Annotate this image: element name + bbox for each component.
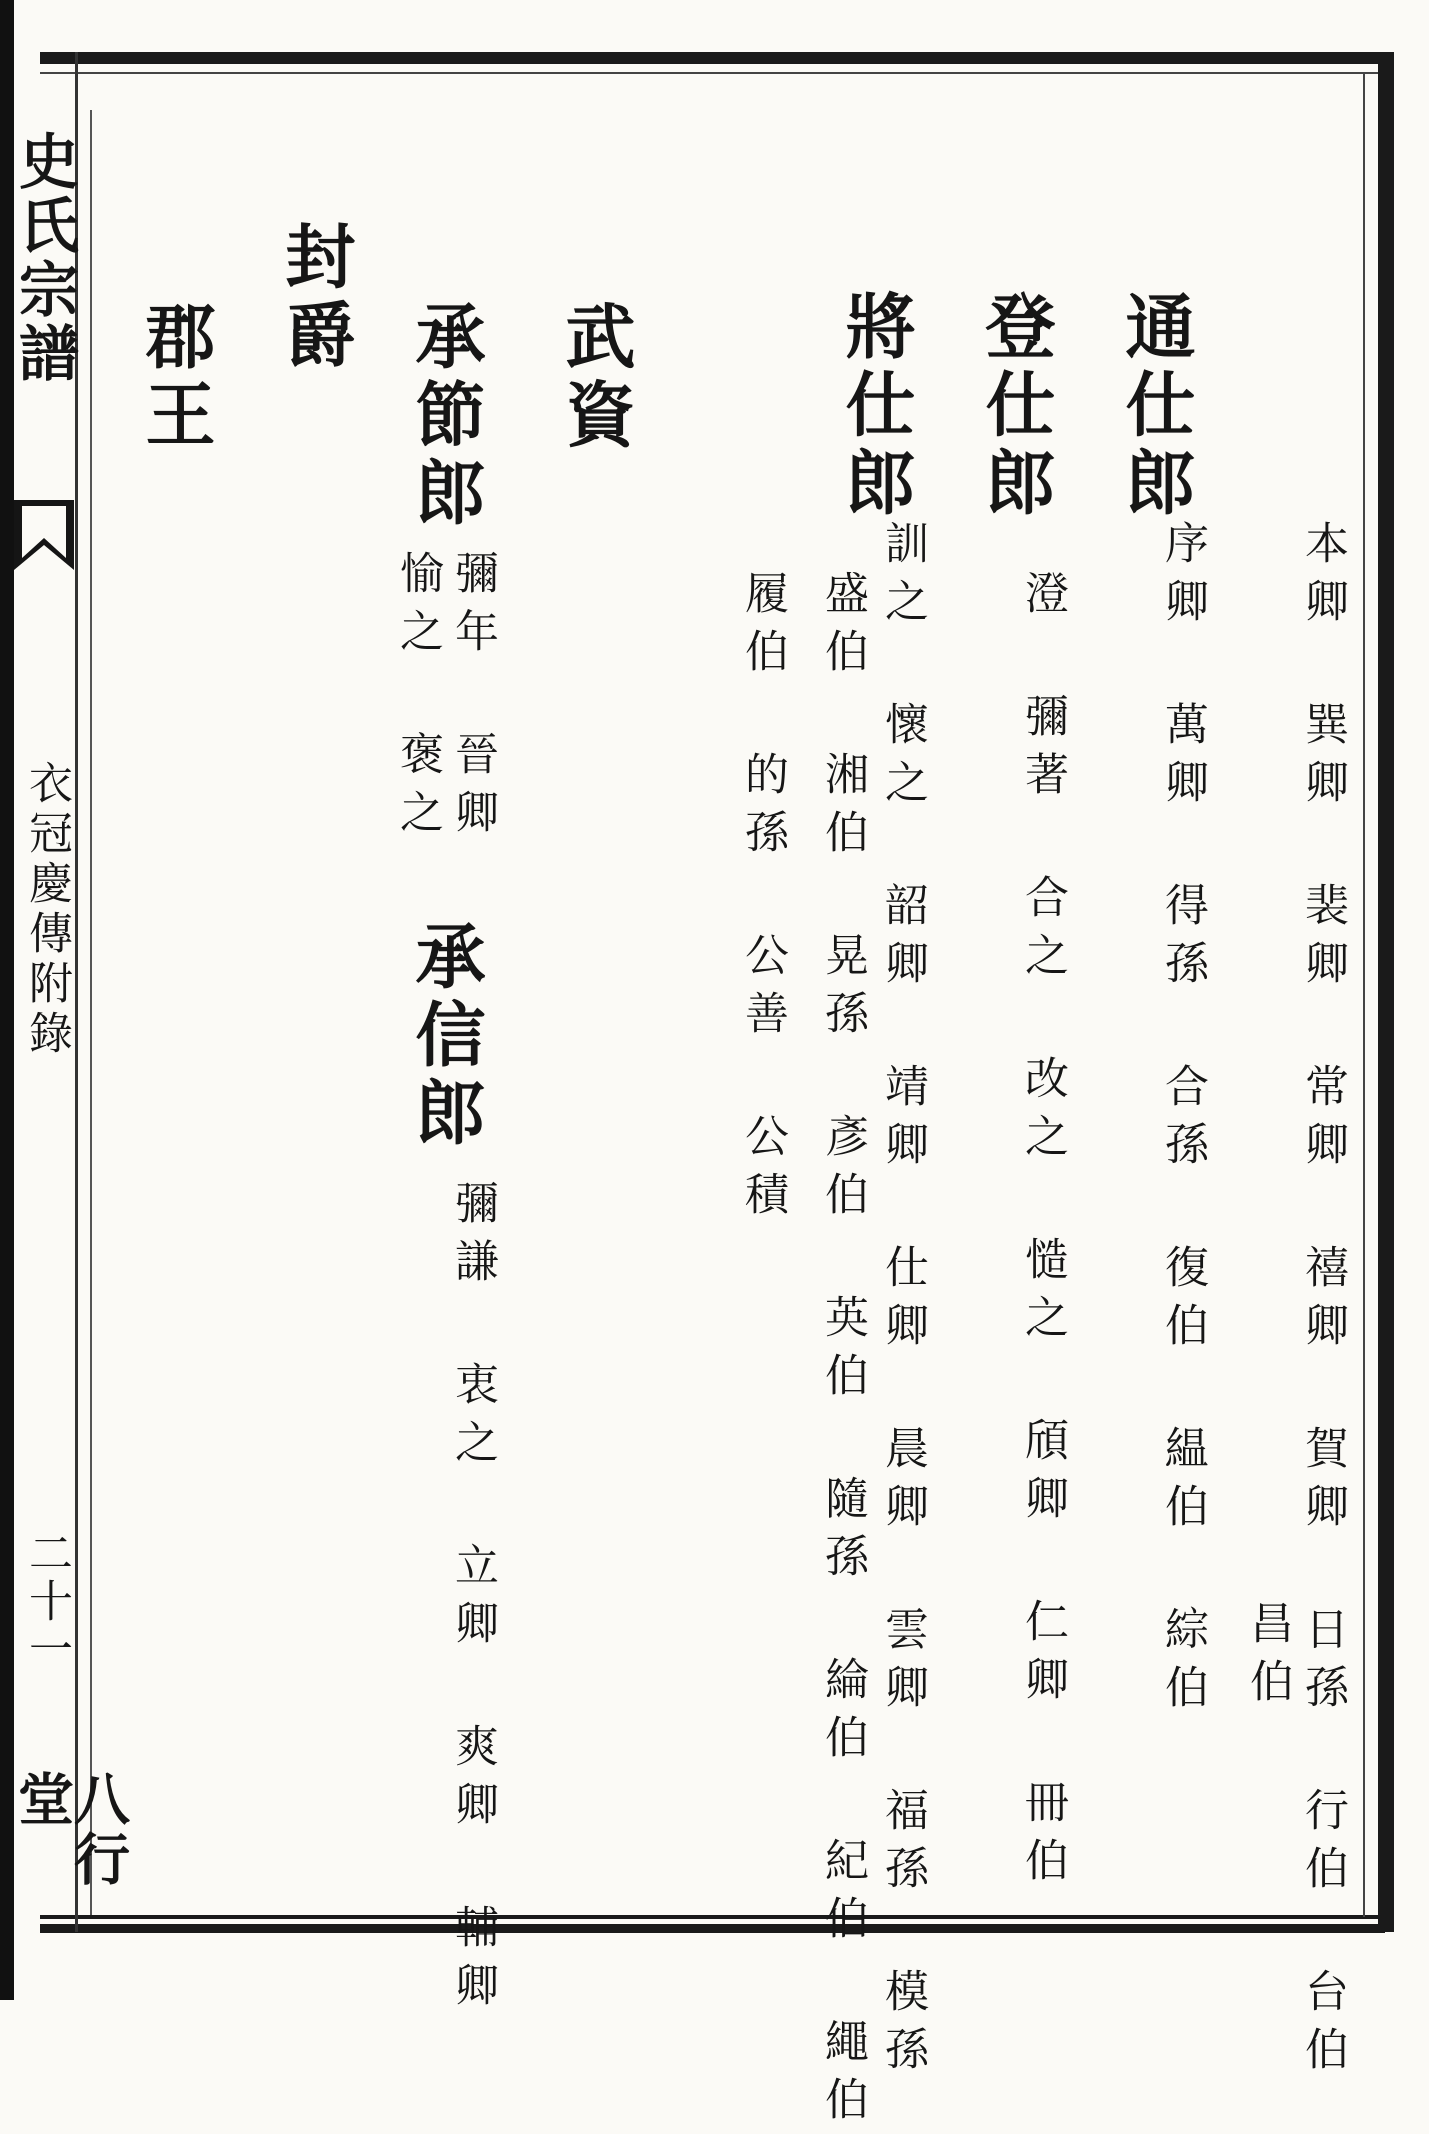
name-column: 序卿 萬卿 得孫 合孫 復伯 緼伯 綜伯 — [1157, 520, 1208, 1722]
name-column: 本卿 巽卿 裴卿 常卿 禧卿 賀卿 日孫 行伯 台伯 — [1297, 520, 1348, 2084]
top-border — [40, 52, 1390, 64]
book-title: 史氏宗譜 — [9, 130, 79, 386]
category-heading: 封爵 — [274, 220, 357, 376]
rank-heading: 承信郎 — [404, 920, 487, 1154]
category-heading: 武資 — [554, 300, 637, 456]
title-heading: 郡王 — [134, 300, 217, 456]
name-column: 彌謙 衷之 立卿 爽卿 輔卿 — [447, 1180, 498, 2020]
section-title: 衣冠慶傳附錄 — [21, 760, 72, 1060]
right-border — [1378, 52, 1394, 1932]
name-column: 愉之 褒之 — [392, 550, 443, 847]
rank-heading: 登仕郎 — [974, 290, 1057, 524]
fish-tail-mark-icon — [14, 500, 74, 590]
rank-heading: 承節郎 — [404, 300, 487, 534]
top-border-thin — [40, 72, 1390, 74]
name-column: 昌伯 — [1242, 1600, 1293, 1716]
bottom-border-thin — [40, 1915, 1385, 1919]
name-column: 澄 彌著 合之 改之 慥之 頎卿 仁卿 冊伯 — [1017, 570, 1068, 1895]
bottom-border — [40, 1924, 1385, 1933]
fore-edge-margin — [0, 60, 131, 1930]
right-border-thin — [1363, 72, 1365, 1917]
hall-name: 八行堂 — [9, 1770, 131, 1890]
name-column: 彌年 晉卿 — [447, 550, 498, 847]
name-column: 訓之 懷之 韶卿 靖卿 仕卿 晨卿 雲卿 福孫 模孫 — [877, 520, 928, 2084]
name-column: 履伯 的孫 公善 公積 — [737, 570, 788, 1229]
rank-heading: 通仕郎 — [1114, 290, 1197, 524]
name-column: 盛伯 湘伯 晃孫 彥伯 英伯 隨孫 綸伯 紀伯 繩伯 — [817, 570, 868, 2134]
inner-left-border — [90, 110, 92, 1915]
page-number: 二十一 — [21, 1530, 72, 1674]
rank-heading: 將仕郎 — [834, 290, 917, 524]
